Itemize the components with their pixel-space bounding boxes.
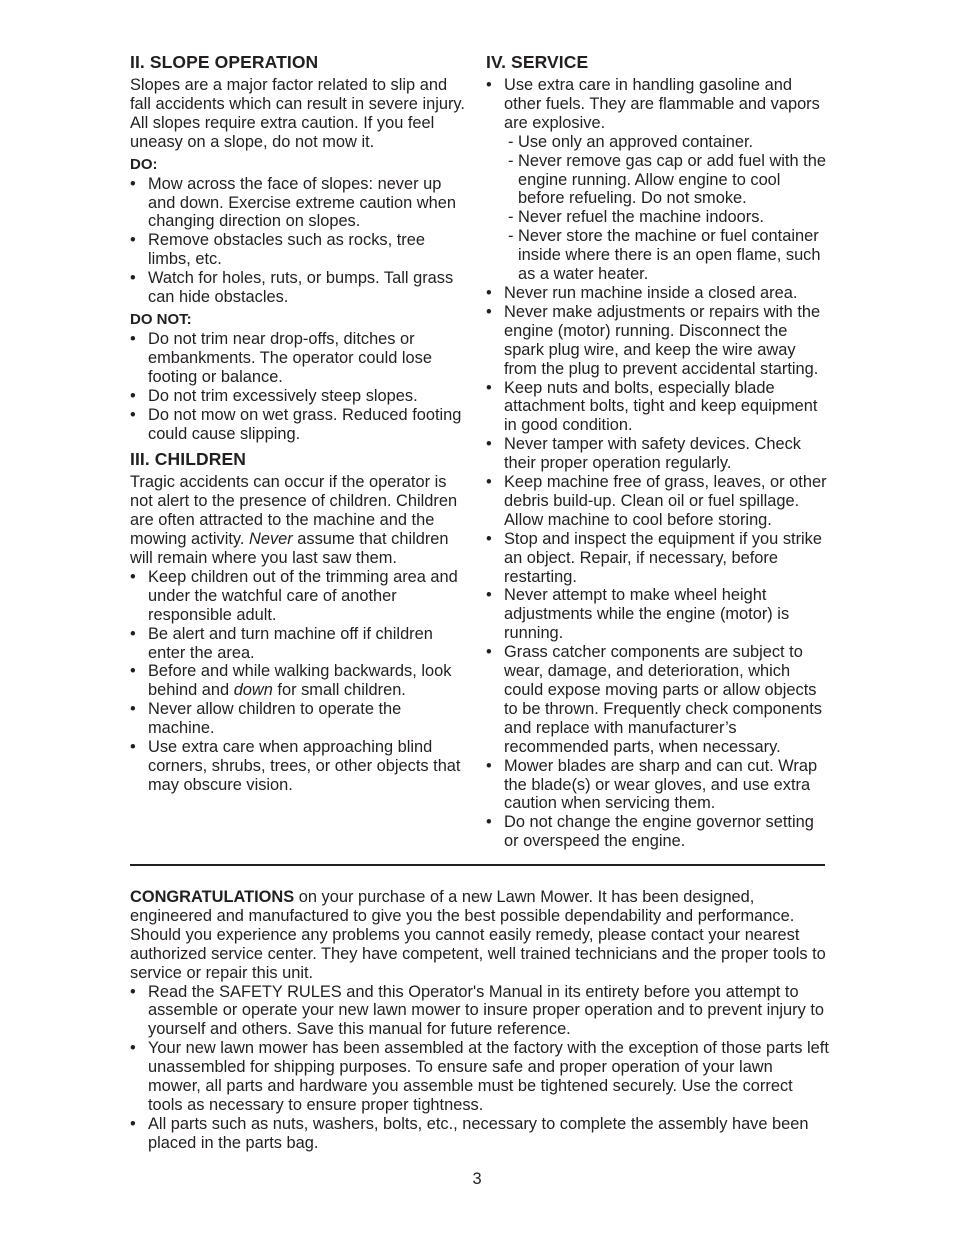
do-list — [130, 175, 472, 307]
assembly-list — [130, 983, 830, 1153]
section-divider — [130, 864, 825, 866]
do-not-label: DO NOT: — [130, 310, 192, 328]
list-item: • Never make adjustments or repairs with the engine (motor) running. Disconnect the spark plug wire, and keep the wire away from the plug to prevent accidental starting. — [486, 303, 828, 379]
list-item: • Do not change the engine governor setting or overspeed the engine. — [486, 813, 828, 851]
list-item: • Do not mow on wet grass. Reduced footing could cause slipping. — [130, 406, 472, 444]
list-item: • Keep machine free of grass, leaves, or other debris build-up. Clean oil or fuel spillage. Allow machine to cool before storing. — [486, 473, 828, 530]
service-heading: IV. SERVICE — [486, 52, 589, 72]
do-not-list — [130, 330, 472, 443]
list-item: • Before and while walking backwards, look behind and down for small children. — [130, 662, 472, 700]
list-item: • All parts such as nuts, washers, bolts, etc., necessary to complete the assembly have been placed in the parts bag. — [130, 1115, 830, 1153]
sub-list-item: - Never refuel the machine indoors. — [486, 208, 828, 227]
list-item: • Use extra care when approaching blind corners, shrubs, trees, or other objects that may obscure vision. — [130, 738, 472, 795]
list-item: • Use extra care in handling gasoline and other fuels. They are flammable and vapors are explosive. — [486, 76, 828, 133]
children-list — [130, 568, 472, 795]
list-item: • Be alert and turn machine off if children enter the area. — [130, 625, 472, 663]
list-item: • Watch for holes, ruts, or bumps. Tall grass can hide obstacles. — [130, 269, 472, 307]
list-item: • Read the SAFETY RULES and this Operator's Manual in its entirety before you attempt to assemble or operate your new lawn mower to insure proper operation and to prevent injury to yourself and others. Save this manual for future reference. — [130, 983, 830, 1040]
do-label: DO: — [130, 155, 158, 173]
list-item: • Mow across the face of slopes: never up and down. Exercise extreme caution when changing direction on slopes. — [130, 175, 472, 232]
list-item: • Do not trim excessively steep slopes. — [130, 387, 472, 406]
slope-heading: II. SLOPE OPERATION — [130, 52, 319, 72]
congratulations-section — [130, 888, 830, 1153]
list-item: • Never allow children to operate the machine. — [130, 700, 472, 738]
list-item: • Remove obstacles such as rocks, tree limbs, etc. — [130, 231, 472, 269]
list-item: • Mower blades are sharp and can cut. Wrap the blade(s) or wear gloves, and use extra caution when servicing them. — [486, 757, 828, 814]
children-intro: Tragic accidents can occur if the operator is not alert to the presence of children. Children are often attracted to the machine and the mowing activity. Never assume that children will remain where you last saw them. — [130, 473, 458, 568]
children-heading: III. CHILDREN — [130, 449, 247, 470]
left-column — [130, 52, 472, 795]
list-item: • Stop and inspect the equipment if you strike an object. Repair, if necessary, before restarting. — [486, 530, 828, 587]
list-item: • Never run machine inside a closed area. — [486, 284, 828, 303]
list-item: • Grass catcher components are subject to wear, damage, and deterioration, which could expose moving parts or allow objects to be thrown. Frequently check components and replace with manufacturer’s recommended parts, when necessary. — [486, 643, 828, 756]
slope-intro: Slopes are a major factor related to slip and fall accidents which can result in severe injury. All slopes require extra caution. If you feel uneasy on a slope, do not mow it. — [130, 76, 465, 151]
right-column — [486, 52, 828, 851]
sub-list-item: - Never remove gas cap or add fuel with the engine running. Allow engine to cool before refueling. Do not smoke. — [486, 152, 828, 209]
sub-list-item: - Use only an approved container. — [486, 133, 828, 152]
list-item: • Keep children out of the trimming area and under the watchful care of another responsible adult. — [130, 568, 472, 625]
sub-list-item: - Never store the machine or fuel container inside where there is an open flame, such as a water heater. — [486, 227, 828, 284]
list-item: • Keep nuts and bolts, especially blade attachment bolts, tight and keep equipment in good condition. — [486, 379, 828, 436]
list-item: • Never attempt to make wheel height adjustments while the engine (motor) is running. — [486, 586, 828, 643]
service-list — [486, 76, 828, 851]
service-center-paragraph: Should you experience any problems you cannot easily remedy, please contact your nearest authorized service center. They have competent, well trained technicians and the proper tools to service or repair this unit. — [130, 925, 826, 982]
page-number: 3 — [472, 1170, 482, 1188]
list-item: • Do not trim near drop-offs, ditches or embankments. The operator could lose footing or balance. — [130, 330, 472, 387]
list-item: • Your new lawn mower has been assembled at the factory with the exception of those parts left unassembled for shipping purposes. To ensure safe and proper operation of your lawn mower, all parts and hardware you assemble must be tightened securely. Use the correct tools as necessary to ensure proper tightness. — [130, 1039, 830, 1115]
congratulations-paragraph: CONGRATULATIONS on your purchase of a new Lawn Mower. It has been designed, engineered and manufactured to give you the best possible dependability and performance. — [130, 888, 795, 925]
list-item: • Never tamper with safety devices. Check their proper operation regularly. — [486, 435, 828, 473]
